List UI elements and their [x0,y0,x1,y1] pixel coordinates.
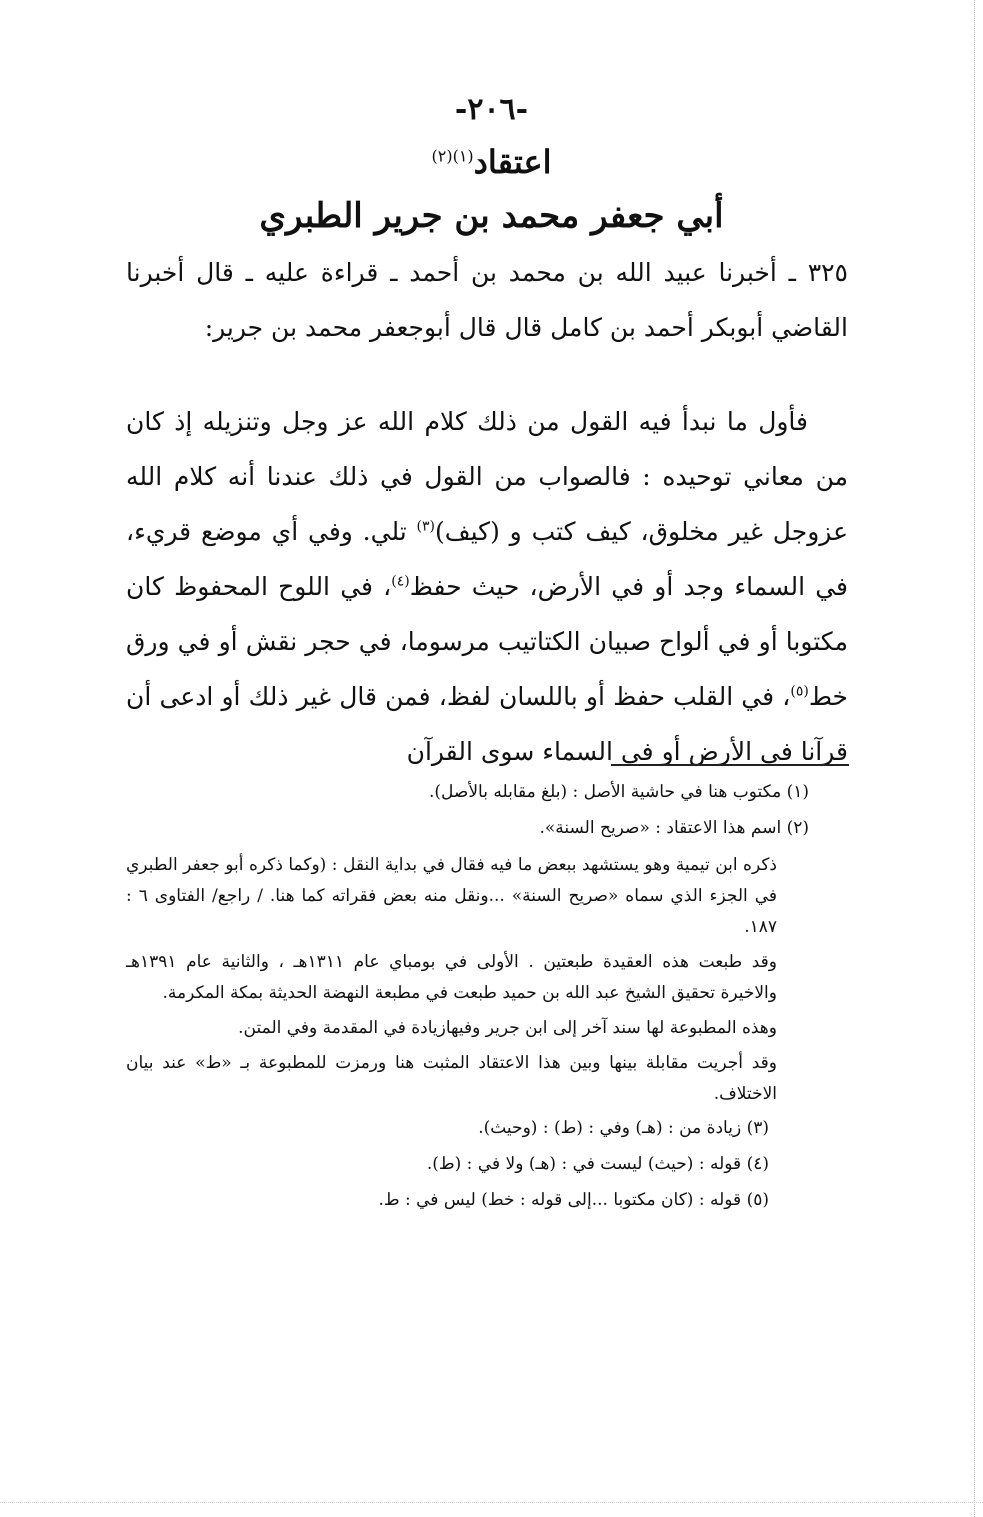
footnote-2-paragraph-3: وهذه المطبوعة لها سند آخر إلى ابن جرير وفيهازيادة في المقدمة وفي المتن. [238,1018,777,1038]
paragraph-2-part-c: ، في اللوح المحفوظ كان مكتوبا أو في ألواح صبيان الكتاتيب مرسوما، في حجر نقش أو في ورق خط [126,572,848,711]
heading-footnote-refs: (١)(٢) [431,146,474,166]
paragraph-2-part-b: تلي. وفي أي موضع قريء، في السماء وجد أو في الأرض، حيث حفظ [126,517,849,601]
body-paragraph-2 [126,394,848,779]
heading-title [0,143,983,181]
page-number: -٢٠٦- [454,92,529,127]
footnote-1: (١) مكتوب هنا في حاشية الأصل : (بلغ مقابله بالأصل). [428,782,809,802]
footnote-ref-5: (٥) [790,683,809,700]
paragraph-2-part-a: فأول ما نبدأ فيه القول من ذلك كلام الله عز وجل وتنزيله إذ كان من معاني توحيده : فالصواب من القول في ذلك عندنا أنه كلام الله عزوجل غير مخلوق، كيف كتب و (كيف) [126,407,848,546]
footnotes-section [126,778,809,1222]
footnote-2-paragraph-2: وقد طبعت هذه العقيدة طبعتين . الأولى في بومباي عام ١٣١١هـ ، والثانية عام ١٣٩١هـ والاخيرة تحقيق الشيخ عبد الله بن حميد طبعت في مطبعة النهضة الحديثة بمكة المكرمة. [126,952,777,1003]
scan-bottom-line [0,1502,983,1503]
body-paragraph-1: ٣٢٥ ـ أخبرنا عبيد الله بن محمد بن أحمد ـ قراءة عليه ـ قال أخبرنا القاضي أبوبكر أحمد بن كامل قال قال أبوجعفر محمد بن جرير: [126,258,848,342]
paragraph-2-part-d: ، في القلب حفظ أو باللسان لفظ، فمن قال غير ذلك أو ادعى أن قرآنا في الأرض أو في السماء سوى القرآن [126,682,848,766]
footnote-separator [611,764,849,766]
heading-subtitle: أبي جعفر محمد بن جرير الطبري [259,196,724,236]
footnote-3: (٣) زيادة من : (هـ) وفي : (ط) : (وحيث). [478,1118,769,1138]
footnote-ref-4: (٤) [391,573,410,590]
heading-title-text: اعتقاد [473,143,552,181]
footnote-5: (٥) قوله : (كان مكتوبا ...إلى قوله : خط) ليس في : ط. [378,1190,769,1210]
footnote-ref-3: (٣) [416,518,435,535]
footnote-4: (٤) قوله : (حيث) ليست في : (هـ) ولا في : (ط). [426,1154,769,1174]
footnote-2: (٢) اسم هذا الاعتقاد : «صريح السنة». [539,818,809,838]
footnote-2-paragraph-1: ذكره ابن تيمية وهو يستشهد ببعض ما فيه فقال في بداية النقل : (وكما ذكره أبو جعفر الطبري في الجزء الذي سماه «صريح السنة» ...ونقل منه بعض فقراته كما هنا. / راجع/ الفتاوى ٦ : ١٨٧. [126,855,777,937]
footnote-2-paragraph-4: وقد أجريت مقابلة بينها وبين هذا الاعتقاد المثبت هنا ورمزت للمطبوعة بـ «ط» عند بيان الاختلاف. [126,1053,777,1104]
